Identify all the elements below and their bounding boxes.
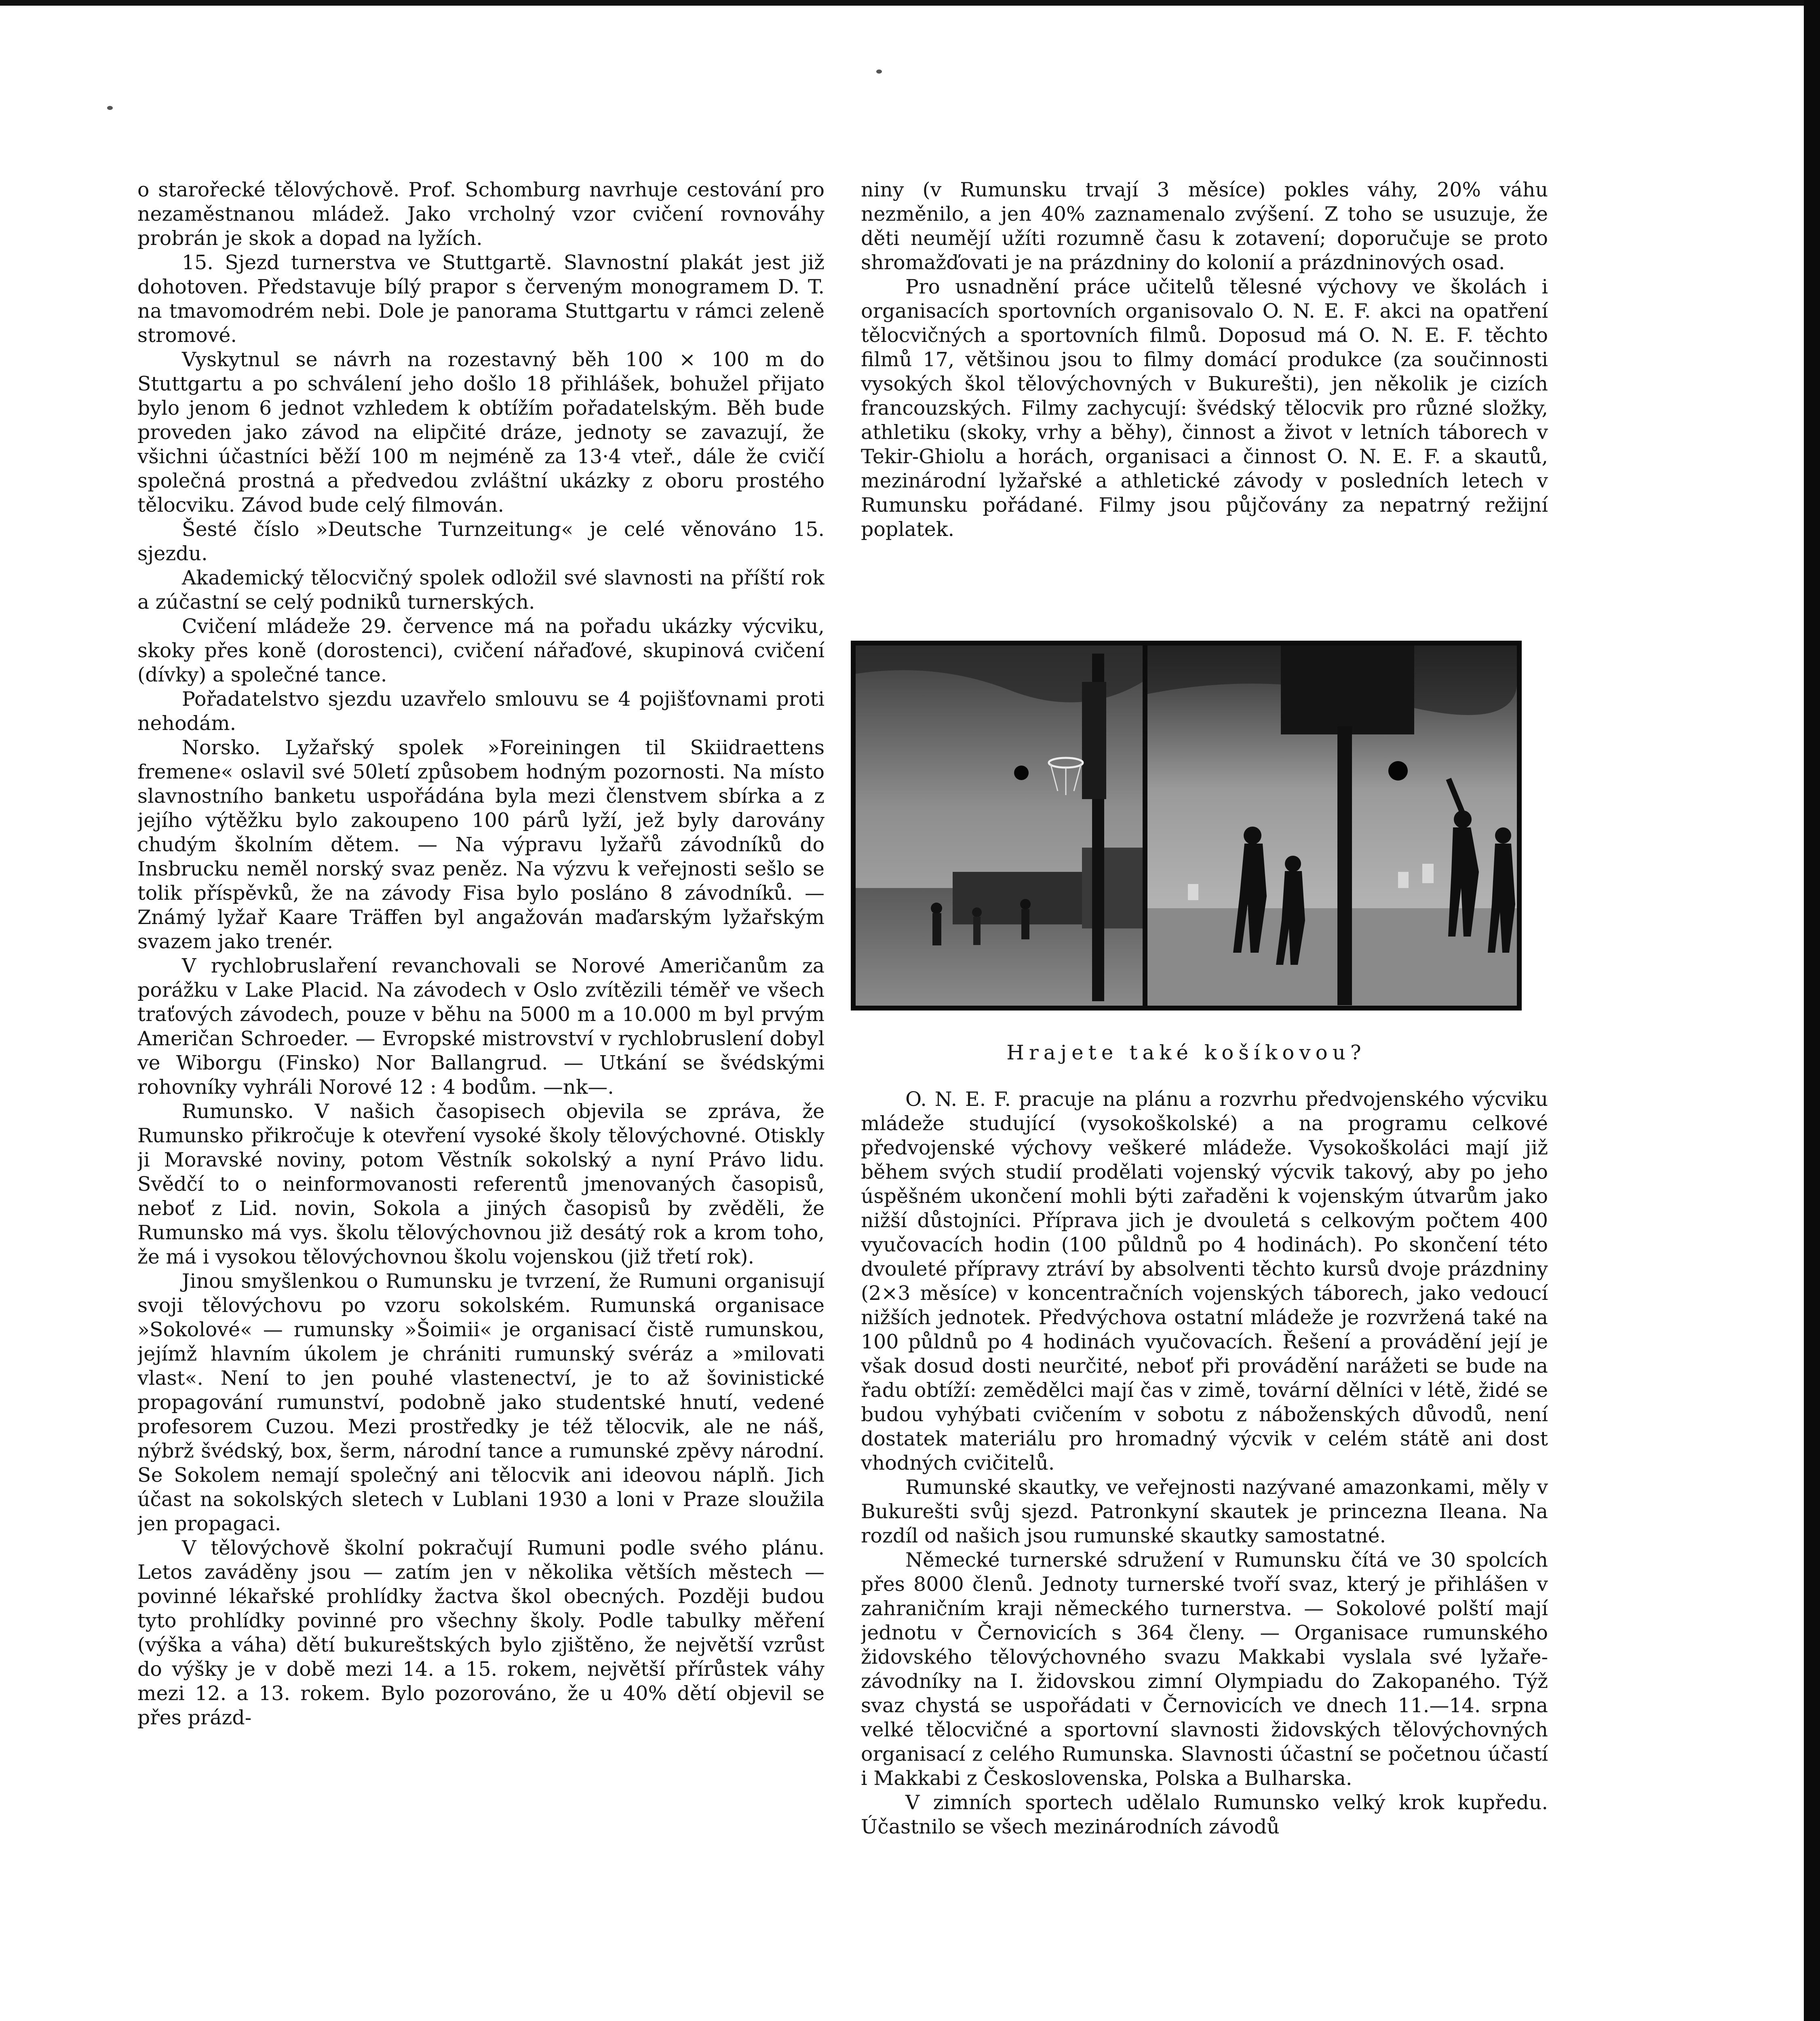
paragraph: Akademický tělocvičný spolek odložil své slavnosti na příští rok a zúčastní se celý podniků turnerských. [137,566,825,614]
paragraph: Jinou smyšlenkou o Rumunsku je tvrzení, že Rumuni organisují svoji tělovýchovu po vzoru sokolském. Rumunská organisace »Sokolové« — rumunsky »Šoimii« je organisací čistě rumunskou, jejímž hlavním úkolem je chrániti rumunský svéráz a »milovati vlast«. Není to jen pouhé vlastenectví, je to až šovinistické propagování rumunství, podobně jako studentské hnutí, vedené profesorem Cuzou. Mezi prostředky je též tělocvik, ale ne náš, nýbrž švédský, box, šerm, národní tance a rumunské zpěvy národní. Se Sokolem nemají společný ani tělocvik ani ideovou náplň. Jich účast na sokolských sletech v Lublani 1930 a loni v Praze sloužila jen propagaci. [137,1270,825,1535]
photo-caption: Hrajete také košíkovou? [1006,1041,1366,1064]
paragraph: Německé turnerské sdružení v Rumunsku čítá ve 30 spolcích přes 8000 členů. Jednoty turnerské tvoří svaz, který je přihlášen v zahraničním kraji německého turnerstva. — Sokolové polští mají jednotu v Černovicích s 364 členy. — Organisace rumunského židovského tělovýchovného svazu Makkabi vyslala své lyžaře-závodníky na I. židovskou zimní Olympiadu do Zakopaného. Týž svaz chystá se uspořádati v Černovicích ve dnech 11.—14. srpna velké tělocvičné a sportovní slavnosti židovských tělovýchovných organisací z celého Rumunska. Slavnosti účastní se početnou účastí i Makkabi z Československa, Polska a Bulharska. [861,1548,1548,1790]
paragraph: V zimních sportech udělalo Rumunsko velký krok kupředu. Účastnilo se všech mezinárodních závodů [861,1791,1548,1838]
paragraph: Pro usnadnění práce učitelů tělesné výchovy ve školách i organisacích sportovních organisovalo O. N. E. F. akci na opatření tělocvičných a sportovních filmů. Doposud má O. N. E. F. těchto filmů 17, většinou jsou to filmy domácí produkce (za součinnosti vysokých škol tělovýchovných v Bukurešti), jen několik je cizích francouzských. Filmy zachycují: švédský tělocvik pro různé složky, athletiku (skoky, vrhy a běhy), činnost a život v letních táborech v Tekir-Ghiolu a horách, organisaci a činnost O. N. E. F. a skautů, mezinárodní lyžařské a athletické závody v posledních letech v Rumunsku pořádané. Filmy jsou půjčovány za nepatrný režijní poplatek. [861,275,1548,541]
photo-panel-outdoor-court [856,646,1143,1006]
paragraph: Norsko. Lyžařský spolek »Foreiningen til Skiidraettens fremene« oslavil své 50letí způsobem hodným pozornosti. Na místo slavnostního banketu uspořádána byla mezi členstvem sbírka a z jejího výtěžku bylo zakoupeno 100 párů lyží, jež byly darovány chudým školním dětem. — Na výpravu lyžařů závodníků do Insbrucku neměl norský svaz peněz. Na výzvu k veřejnosti sešlo se tolik příspěvků, že na závody Fisa bylo posláno 8 závodníků. — Známý lyžař Kaare Träffen byl angažován maďarským lyžařským svazem jako trenér. [137,736,825,953]
paragraph: V rychlobruslaření revanchovali se Norové Američanům za porážku v Lake Placid. Na závodech v Oslo zvítězili téměř ve všech traťových závodech, pouze v běhu na 5000 m a 10.000 m byl prvým Američan Schroeder. — Evropské mistrovství v rychlobruslení dobyl ve Wiborgu (Finsko) Nor Ballangrud. — Utkání se švédskými rohovníky vyhráli Norové 12 : 4 bodům. —nk—. [137,954,825,1099]
paragraph: 15. Sjezd turnerstva ve Stuttgartě. Slavnostní plakát jest již dohotoven. Představuje bílý prapor s červeným monogramem D. T. na tmavomodrém nebi. Dole je panorama Stuttgartu v rámci zeleně stromové. [137,251,825,347]
paragraph: O. N. E. F. pracuje na plánu a rozvrhu předvojenského výcviku mládeže studující (vysokoškolské) a na programu celkové předvojenské výchovy veškeré mládeže. Vysokoškoláci mají již během svých studií prodělati vojenský výcvik takový, aby po jeho úspěšném ukončení mohli býti zařaděni k vojenským útvarům jako nižší důstojníci. Příprava jich je dvouletá s celkovým počtem 400 vyučovacích hodin (100 půldnů po 4 hodinách). Po skončení této dvouleté přípravy ztráví by absolventi těchto kursů dvoje prázdniny (2×3 měsíce) v koncentračních vojenských táborech, jako vedoucí nižších jednotek. Předvýchova ostatní mládeže je rozvržená také na 100 půldnů po 4 hodinách vyučovacích. Řešení a provádění její je však dosud dosti neurčité, neboť při provádění narážeti se bude na řadu obtíží: zemědělci mají čas v zimě, tovární dělníci v létě, židé se budou vyhýbati cvičením v sobotu z náboženských důvodů, není dostatek materiálu pro hromadný výcvik v celém státě ani dost vhodných cvičitelů. [861,1088,1548,1475]
scan-speck [107,106,113,110]
paragraph: Rumunsko. V našich časopisech objevila se zpráva, že Rumunsko přikročuje k otevření vysoké školy tělovýchovné. Otiskly ji Moravské noviny, potom Věstník sokolský a nyní Právo lidu. Svědčí to o neinformovanosti referentů jmenovaných časopisů, neboť z Lid. novin, Sokola a jiných časopisů by zvěděli, že Rumunsko má vys. školu tělovýchovnou již desátý rok a krom toho, že má i vysokou tělovýchovnou školu vojenskou (již třetí rok). [137,1100,825,1268]
paragraph: Pořadatelstvo sjezdu uzavřelo smlouvu se 4 pojišťovnami proti nehodám. [137,688,825,735]
scan-speck [876,70,882,74]
paragraph: o starořecké tělovýchově. Prof. Schomburg navrhuje cestování pro nezaměstnanou mládež. Jako vrcholný vzor cvičení rovnováhy probrán je skok a dopad na lyžích. [137,178,825,250]
left-column [137,178,825,2021]
scan-border-top [0,0,1820,6]
right-column-bottom [861,1087,1548,2021]
paragraph: Cvičení mládeže 29. července má na pořadu ukázky výcviku, skoky přes koně (dorostenci), cvičení nářaďové, skupinová cvičení (dívky) a společné tance. [137,615,825,686]
basketball-photo [851,641,1522,1010]
paragraph: Šesté číslo »Deutsche Turnzeitung« je celé věnováno 15. sjezdu. [137,518,825,565]
paragraph: niny (v Rumunsku trvají 3 měsíce) pokles váhy, 20% váhu nezměnilo, a jen 40% zaznamenalo zvýšení. Z toho se usuzuje, že děti neumějí užíti rozumně času k zotavení; doporučuje se proto shromažďovati je na prázdniny do kolonií a prázdninových osad. [861,178,1548,274]
paragraph: Vyskytnul se návrh na rozestavný běh 100 × 100 m do Stuttgartu a po schválení jeho došlo 18 přihlášek, bohužel přijato bylo jenom 6 jednot vzhledem k obtížím pořadatelským. Běh bude proveden jako závod na elipčité dráze, jednoty se zavazují, že všichni účastníci běží 100 m nejméně za 13·4 vteř., dále že cvičí společná prostná a předvedou zvláštní ukázky z oboru prostého tělocviku. Závod bude celý filmován. [137,348,825,517]
photo-panel-players-jumping [1147,646,1517,1006]
scan-border-right [1804,0,1820,2021]
right-column-top [861,178,1548,643]
paragraph: Rumunské skautky, ve veřejnosti nazývané amazonkami, měly v Bukurešti svůj sjezd. Patronkyní skautek je princezna Ileana. Na rozdíl od našich jsou rumunské skautky samostatné. [861,1476,1548,1547]
paragraph: V tělovýchově školní pokračují Rumuni podle svého plánu. Letos zaváděny jsou — zatím jen v několika větších městech — povinné lékařské prohlídky žactva škol obecných. Později budou tyto prohlídky povinné pro všechny školy. Podle tabulky měření (výška a váha) dětí bukureštských bylo zjištěno, že největší vzrůst do výšky je v době mezi 14. a 15. rokem, největší přírůstek váhy mezi 12. a 13. rokem. Bylo pozorováno, že u 40% dětí objevil se přes prázd- [137,1536,825,1729]
